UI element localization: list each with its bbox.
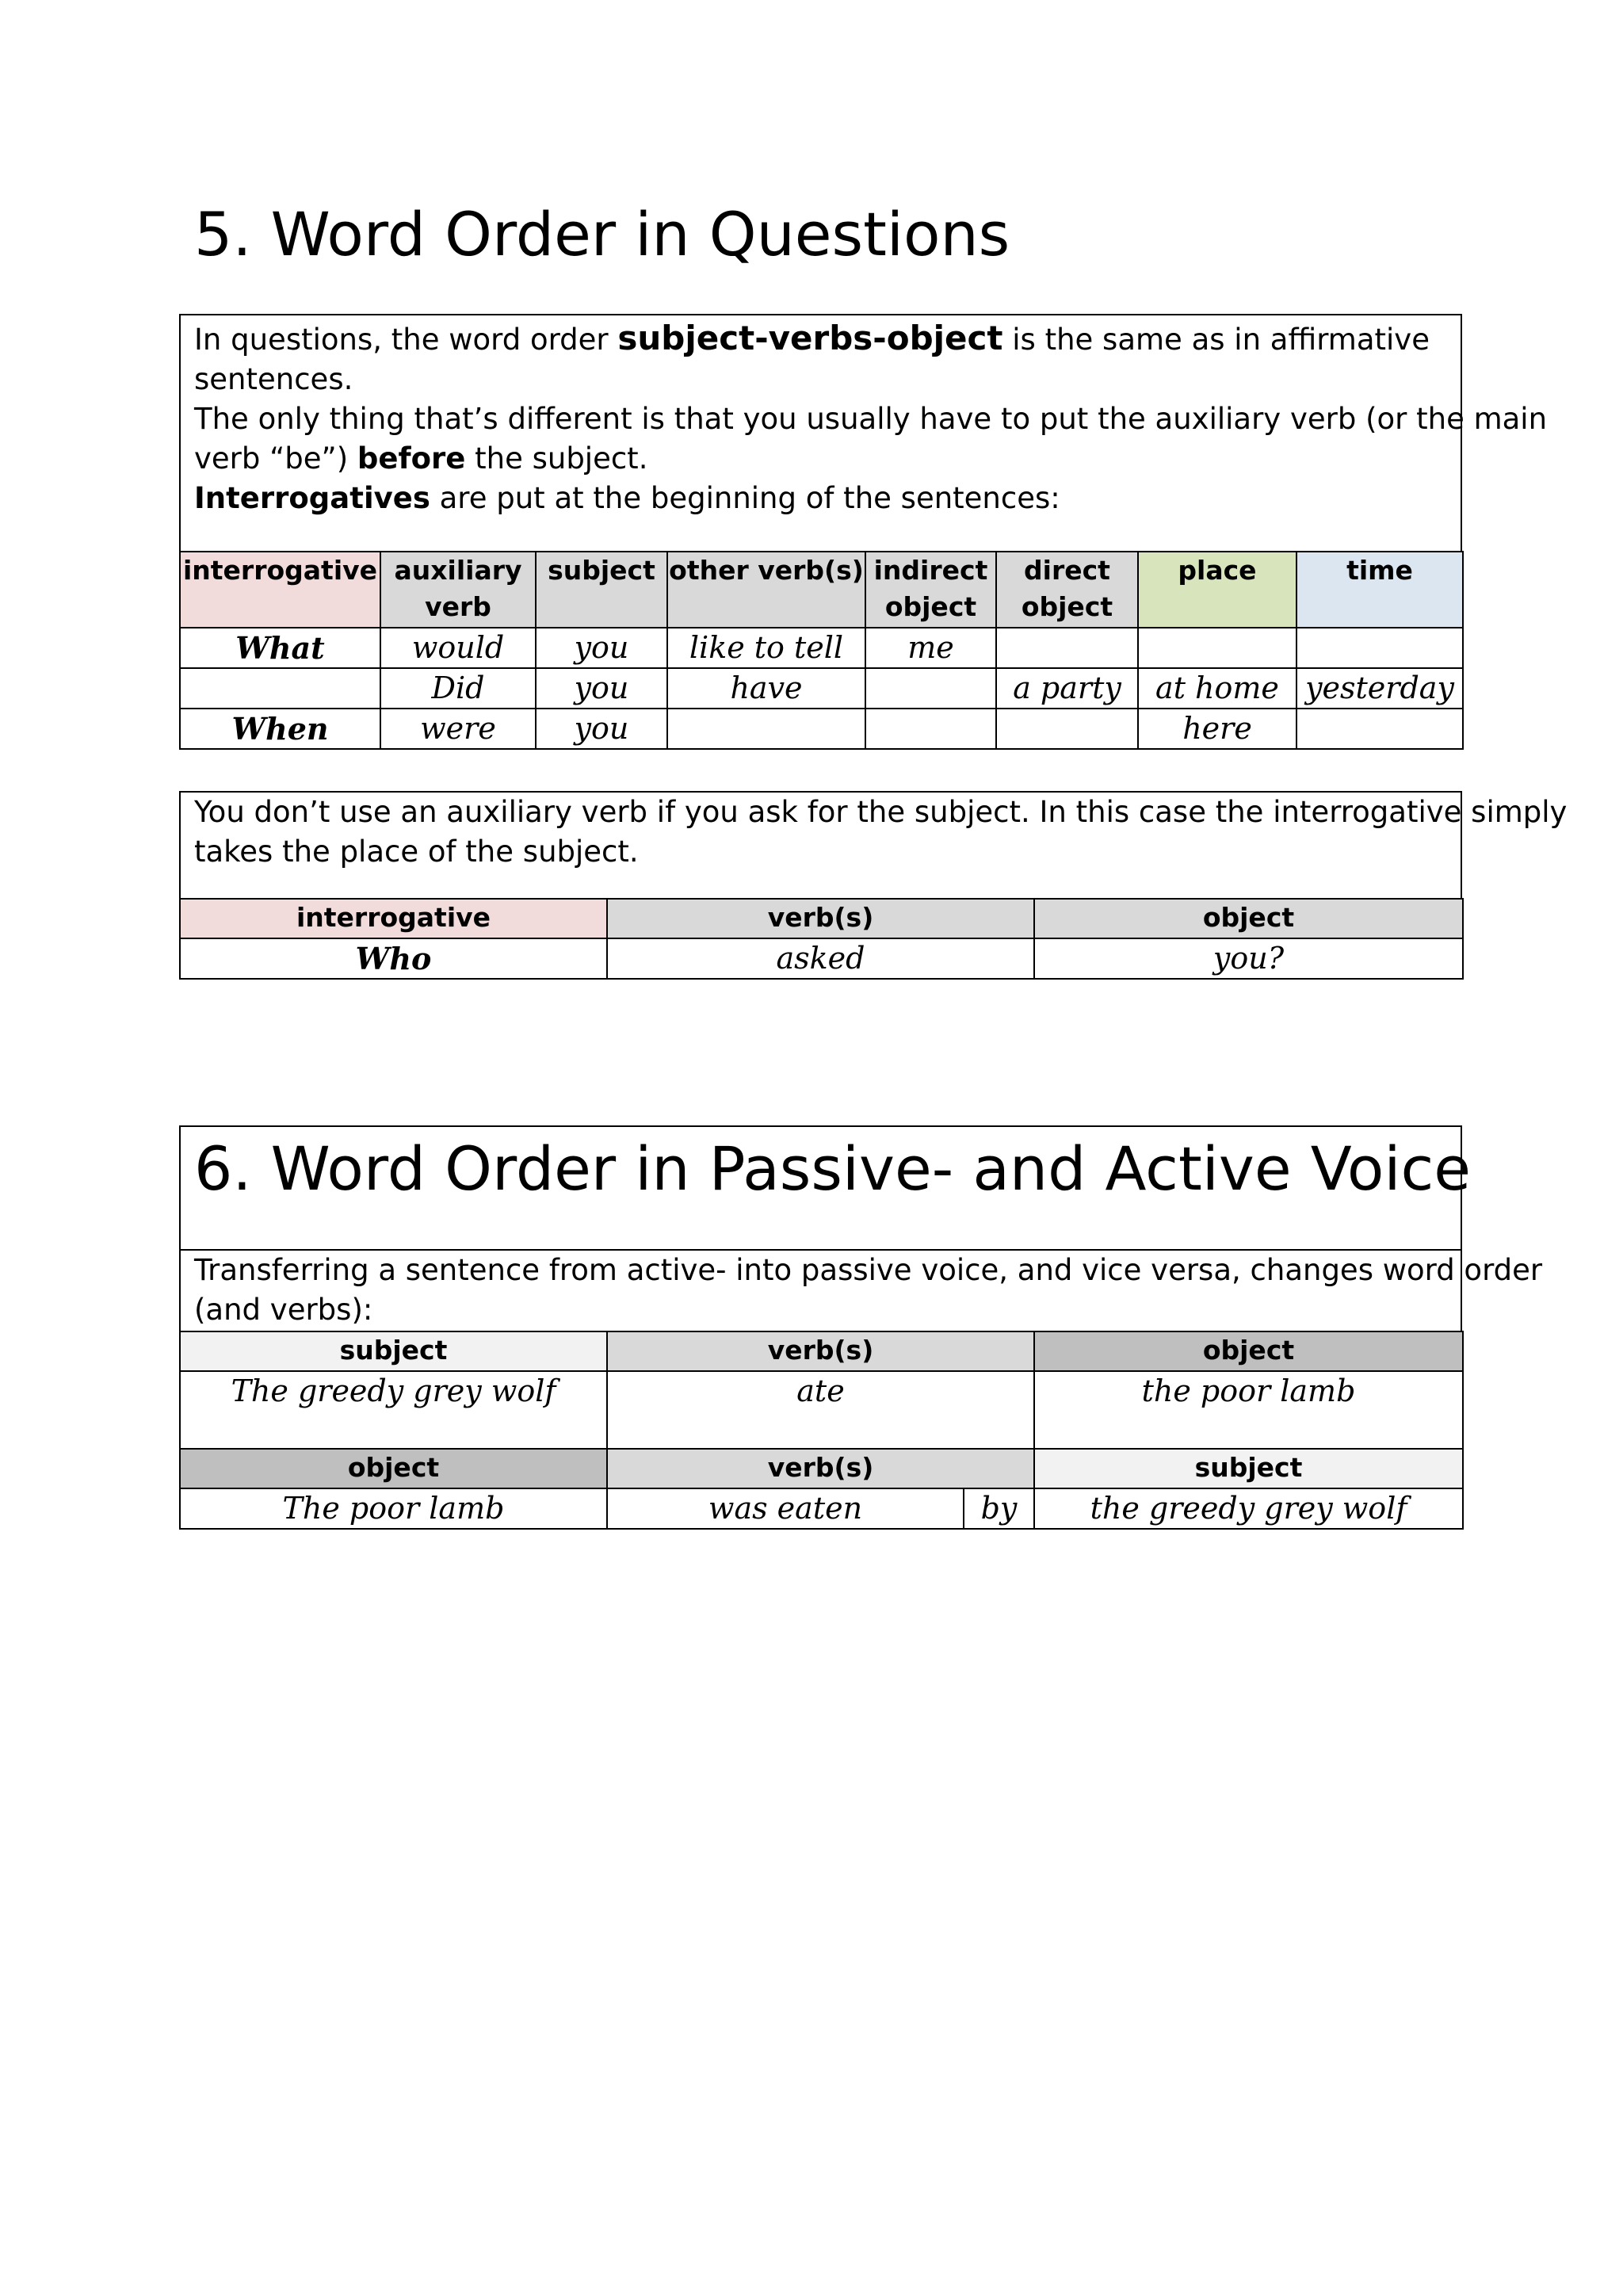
table-cell: you? bbox=[1034, 938, 1463, 979]
header-object: object bbox=[1034, 899, 1463, 938]
table-cell: Who bbox=[180, 938, 607, 979]
header-subject: subject bbox=[180, 1331, 607, 1371]
header-verbs: verb(s) bbox=[607, 1331, 1034, 1371]
table-cell: was eaten bbox=[607, 1488, 964, 1529]
table-cell: you bbox=[536, 628, 667, 668]
passive-voice-table bbox=[179, 1448, 1464, 1530]
table-cell: ate bbox=[607, 1371, 1034, 1450]
table-cell: at home bbox=[1138, 668, 1296, 709]
table-cell bbox=[996, 628, 1138, 668]
header-subject: subject bbox=[1034, 1449, 1463, 1488]
header-place: place bbox=[1138, 552, 1296, 628]
section-6-intro-line-2: (and verbs): bbox=[194, 1293, 373, 1327]
table-cell: The greedy grey wolf bbox=[180, 1371, 607, 1450]
table-cell: When bbox=[180, 709, 380, 749]
header-object: object bbox=[180, 1449, 607, 1488]
header-auxiliary-verb: auxiliary verb bbox=[380, 552, 536, 628]
active-voice-table bbox=[179, 1331, 1464, 1451]
header-interrogative: interrogative bbox=[180, 552, 380, 628]
subject-question-note bbox=[194, 793, 1567, 872]
table-row bbox=[180, 1371, 1463, 1450]
table-cell: What bbox=[180, 628, 380, 668]
table-cell: here bbox=[1138, 709, 1296, 749]
table-cell bbox=[667, 709, 865, 749]
header-direct-object: direct object bbox=[996, 552, 1138, 628]
table-cell: the greedy grey wolf bbox=[1034, 1488, 1463, 1529]
note-line-2: takes the place of the subject. bbox=[194, 835, 639, 869]
intro-line-2: sentences. bbox=[194, 362, 353, 396]
table-cell bbox=[1138, 628, 1296, 668]
header-object: object bbox=[1034, 1331, 1463, 1371]
section-6-title: 6. Word Order in Passive- and Active Voice bbox=[194, 1133, 1471, 1204]
table-cell bbox=[865, 709, 996, 749]
header-other-verbs: other verb(s) bbox=[667, 552, 865, 628]
table-cell: a party bbox=[996, 668, 1138, 709]
table-cell: asked bbox=[607, 938, 1034, 979]
table-cell bbox=[1296, 628, 1463, 668]
table-row bbox=[180, 709, 1463, 749]
table-cell bbox=[865, 668, 996, 709]
intro-line-5: Interrogatives are put at the beginning of the sentences: bbox=[194, 481, 1060, 515]
table-cell: you bbox=[536, 668, 667, 709]
section-5-title: 5. Word Order in Questions bbox=[194, 199, 1010, 269]
header-verbs: verb(s) bbox=[607, 1449, 1034, 1488]
intro-line-4: verb “be”) before the subject. bbox=[194, 441, 648, 476]
intro-line-3: The only thing that’s different is that you usually have to put the auxiliary verb (or the main bbox=[194, 402, 1548, 436]
section-6-intro-line-1: Transferring a sentence from active- into passive voice, and vice versa, changes word order bbox=[194, 1253, 1543, 1287]
section-6-intro bbox=[194, 1251, 1542, 1330]
table-cell: Did bbox=[380, 668, 536, 709]
table-cell: were bbox=[380, 709, 536, 749]
table-cell: like to tell bbox=[667, 628, 865, 668]
question-word-order-table bbox=[179, 551, 1464, 750]
table-cell: The poor lamb bbox=[180, 1488, 607, 1529]
header-interrogative: interrogative bbox=[180, 899, 607, 938]
table-cell: you bbox=[536, 709, 667, 749]
table-cell bbox=[996, 709, 1138, 749]
table-cell: me bbox=[865, 628, 996, 668]
table-row bbox=[180, 938, 1463, 979]
table-cell: the poor lamb bbox=[1034, 1371, 1463, 1450]
header-indirect-object: indirect object bbox=[865, 552, 996, 628]
table-cell: yesterday bbox=[1296, 668, 1463, 709]
table-row bbox=[180, 1488, 1463, 1529]
table-cell: would bbox=[380, 628, 536, 668]
table-row bbox=[180, 628, 1463, 668]
header-time: time bbox=[1296, 552, 1463, 628]
table-row bbox=[180, 668, 1463, 709]
header-verbs: verb(s) bbox=[607, 899, 1034, 938]
table-cell bbox=[180, 668, 380, 709]
section-5-intro bbox=[194, 319, 1547, 518]
subject-question-table bbox=[179, 898, 1464, 980]
table-cell bbox=[1296, 709, 1463, 749]
table-cell: by bbox=[964, 1488, 1034, 1529]
note-line-1: You don’t use an auxiliary verb if you ask for the subject. In this case the interrogative simply bbox=[194, 795, 1568, 829]
table-cell: have bbox=[667, 668, 865, 709]
header-subject: subject bbox=[536, 552, 667, 628]
intro-line-1: In questions, the word order subject-verbs-object is the same as in affirmative bbox=[194, 319, 1430, 357]
